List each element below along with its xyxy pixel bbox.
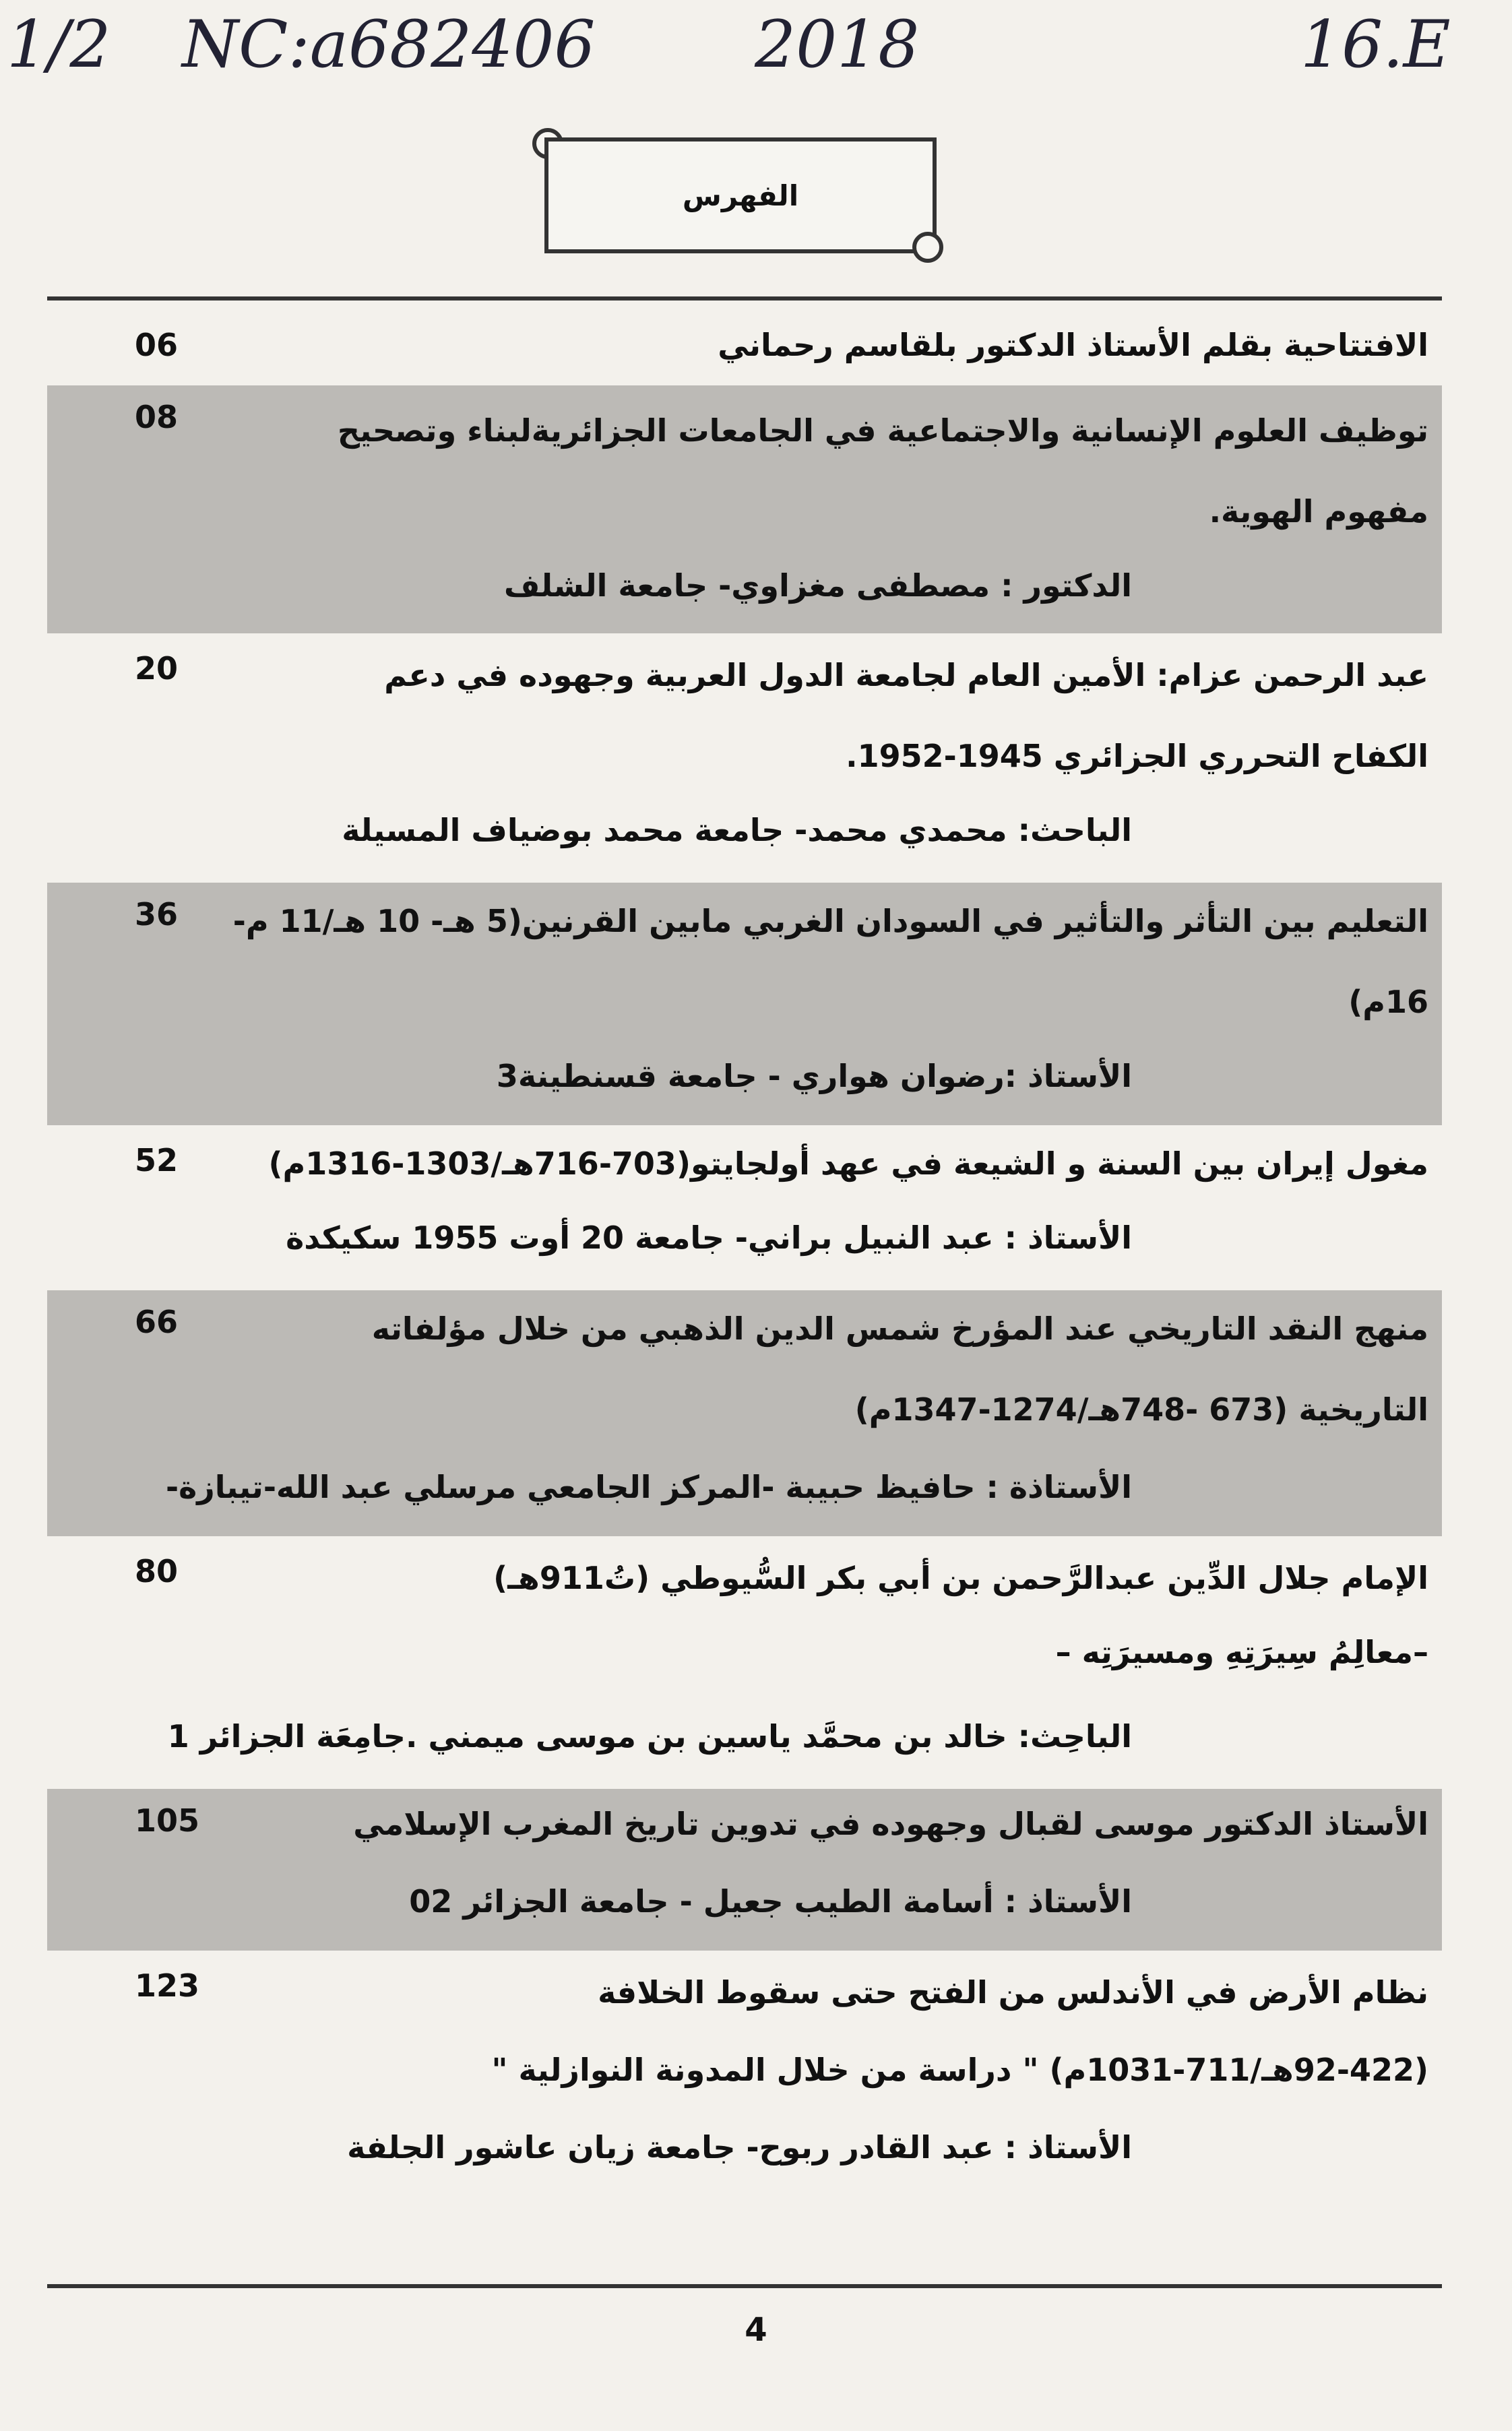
bottom-divider <box>47 2284 1442 2288</box>
toc-entry <box>47 1129 1442 1287</box>
entry-title: الإمام جلال الدِّين عبدالرَّحمن بن أبي بكر السُّيوطي (تُ911هـ) <box>493 1560 1428 1596</box>
entry-title-continued: –معالِمُ سِيرَتِهِ ومسيرَتِه – <box>1055 1634 1428 1670</box>
entry-page-number: 06 <box>135 327 179 363</box>
top-divider <box>47 296 1442 301</box>
entry-title: التعليم بين التأثر والتأثير في السودان الغربي مابين القرنين(5 هـ- 10 هـ/11 م- <box>232 903 1428 939</box>
title-scroll-frame <box>532 128 943 263</box>
entry-title: نظام الأرض في الأندلس من الفتح حتى سقوط الخلافة <box>598 1974 1428 2011</box>
toc-entry <box>47 1954 1442 2197</box>
entry-author: الباحِث: خالد بن محمَّد ياسين بن موسى ميمني .جامِعَة الجزائر 1 <box>167 1718 1132 1755</box>
entry-author: الأستاذ : عبد النبيل براني- جامعة 20 أوت 1955 سكيكدة <box>286 1220 1132 1256</box>
entry-author: الباحث: محمدي محمد- جامعة محمد بوضياف المسيلة <box>342 812 1132 848</box>
toc-entry-foreword <box>47 307 1442 384</box>
entry-author: الأستاذ :رضوان هواري - جامعة قسنطينة3 <box>496 1058 1132 1094</box>
entry-page-number: 123 <box>135 1967 200 2004</box>
entry-title-continued: التاريخية (673 -748هـ/1274-1347م) <box>854 1391 1428 1428</box>
toc-entry <box>47 1789 1442 1951</box>
entry-title: منهج النقد التاريخي عند المؤرخ شمس الدين الذهبي من خلال مؤلفاته <box>371 1311 1428 1347</box>
entry-title: مغول إيران بين السنة و الشيعة في عهد أولجايتو(703-716هـ/1303-1316م) <box>268 1145 1428 1182</box>
handwritten-call-number: NC:a682406 <box>182 7 596 82</box>
entry-page-number: 08 <box>135 399 179 435</box>
entry-page-number: 52 <box>135 1142 179 1178</box>
toc-entry <box>47 1290 1442 1536</box>
entry-title: الافتتاحية بقلم الأستاذ الدكتور بلقاسم رحماني <box>718 327 1428 363</box>
entry-page-number: 36 <box>135 896 179 933</box>
entry-title-continued: (92-422هـ/711-1031م) " دراسة من خلال المدونة النوازلية " <box>491 2052 1428 2088</box>
entry-author: الأستاذ : أسامة الطيب جعيل - جامعة الجزائر 02 <box>409 1883 1132 1920</box>
handwritten-year: 2018 <box>755 7 920 82</box>
entry-author: الدكتور : مصطفى مغزاوي- جامعة الشلف <box>503 567 1132 604</box>
scroll-curl-bottom <box>912 232 943 263</box>
entry-title: توظيف العلوم الإنسانية والاجتماعية في الجامعات الجزائريةلبناء وتصحيح <box>337 412 1428 449</box>
entry-page-number: 105 <box>135 1802 200 1839</box>
entry-page-number: 80 <box>135 1553 179 1589</box>
handwritten-code: 16.E <box>1300 7 1451 82</box>
entry-title-continued: مفهوم الهوية. <box>1209 493 1428 530</box>
entry-author: الأستاذ : عبد القادر ربوح- جامعة زيان عاشور الجلفة <box>347 2129 1132 2166</box>
entry-title-continued: 16م) <box>1348 984 1428 1020</box>
entry-page-number: 20 <box>135 650 179 687</box>
handwritten-page-fraction: 1/2 <box>7 7 111 82</box>
entry-title: الأستاذ الدكتور موسى لقبال وجهوده في تدوين تاريخ المغرب الإسلامي <box>353 1806 1428 1842</box>
entry-author: الأستاذة : حافيظ حبيبة -المركز الجامعي مرسلي عبد الله-تيبازة- <box>166 1469 1132 1505</box>
toc-entry <box>47 883 1442 1125</box>
entry-title-continued: الكفاح التحرري الجزائري 1945-1952. <box>846 738 1428 774</box>
entry-title: عبد الرحمن عزام: الأمين العام لجامعة الدول العربية وجهوده في دعم <box>384 657 1428 693</box>
page-number-footer: 4 <box>745 2311 767 2349</box>
toc-entry <box>47 385 1442 633</box>
page-title: الفهرس <box>544 137 937 253</box>
entry-page-number: 66 <box>135 1304 179 1340</box>
toc-entry <box>47 1540 1442 1786</box>
toc-entry <box>47 637 1442 879</box>
